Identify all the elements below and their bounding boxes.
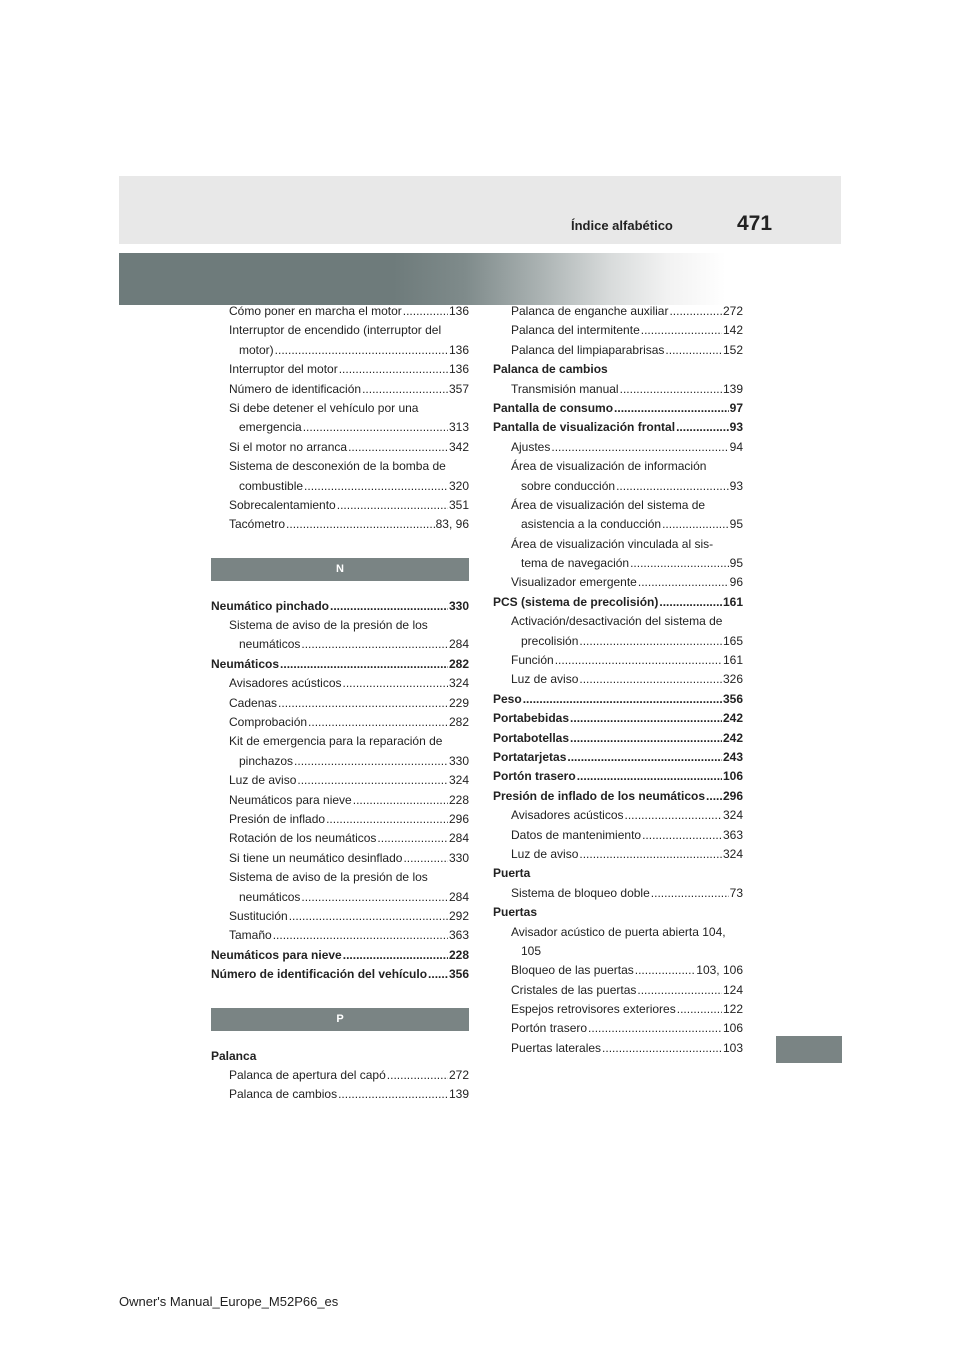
page-section-title: Índice alfabético bbox=[571, 218, 673, 233]
leader-dots bbox=[641, 321, 722, 340]
index-entry bbox=[493, 535, 743, 554]
index-entry-text: Avisador acústico de puerta abierta 104, bbox=[511, 924, 726, 939]
index-entry bbox=[493, 670, 743, 689]
index-entry-page: 106 bbox=[722, 1021, 743, 1036]
index-entry-page: 161 bbox=[722, 594, 743, 609]
index-entry-text: sobre conducción bbox=[521, 478, 616, 493]
index-entry bbox=[493, 690, 743, 709]
index-entry-page: 103, 106 bbox=[696, 963, 743, 978]
index-entry-page: 106 bbox=[722, 769, 743, 784]
index-entry bbox=[493, 399, 743, 418]
index-entry-text: Portabotellas bbox=[493, 730, 570, 745]
index-entry bbox=[211, 1085, 469, 1104]
index-entry-text: tema de navegación bbox=[521, 556, 630, 571]
leader-dots bbox=[676, 418, 729, 437]
index-entry-text: Portón trasero bbox=[511, 1021, 588, 1036]
index-entry bbox=[493, 845, 743, 864]
index-entry bbox=[493, 612, 743, 631]
index-entry bbox=[211, 694, 469, 713]
leader-dots bbox=[579, 845, 722, 864]
leader-dots bbox=[326, 810, 448, 829]
index-entry-page: 284 bbox=[448, 637, 469, 652]
index-entry-text: Neumáticos bbox=[211, 656, 280, 671]
index-entry-page: 324 bbox=[448, 676, 469, 691]
leader-dots bbox=[555, 651, 722, 670]
index-entry-text: Pantalla de visualización frontal bbox=[493, 420, 676, 435]
header-box bbox=[119, 176, 841, 244]
index-entry-text: Interruptor del motor bbox=[229, 362, 338, 377]
index-entry-text: asistencia a la conducción bbox=[521, 517, 662, 532]
index-entry bbox=[493, 302, 743, 321]
index-entry bbox=[493, 1019, 743, 1038]
index-entry-page: 228 bbox=[448, 792, 469, 807]
index-entry-page: 152 bbox=[722, 342, 743, 357]
leader-dots bbox=[337, 496, 448, 515]
index-entry-page: 161 bbox=[722, 653, 743, 668]
index-entry bbox=[493, 826, 743, 845]
leader-dots bbox=[570, 729, 722, 748]
index-entry bbox=[493, 418, 743, 437]
leader-dots bbox=[567, 748, 722, 767]
index-entry-text: Presión de inflado bbox=[229, 811, 326, 826]
index-entry-page: 351 bbox=[448, 497, 469, 512]
page-number: 471 bbox=[737, 212, 773, 235]
leader-dots bbox=[706, 787, 722, 806]
leader-dots bbox=[294, 752, 448, 771]
leader-dots bbox=[301, 888, 448, 907]
index-entry-page: 96 bbox=[729, 575, 743, 590]
leader-dots bbox=[638, 573, 729, 592]
index-entry bbox=[493, 438, 743, 457]
index-entry-page: 243 bbox=[722, 749, 743, 764]
index-entry-text: Comprobación bbox=[229, 715, 308, 730]
index-column-right bbox=[493, 302, 743, 1058]
index-entry-text: Sistema de bloqueo doble bbox=[511, 885, 650, 900]
index-entry-text: Sobrecalentamiento bbox=[229, 497, 336, 512]
index-entry bbox=[493, 573, 743, 592]
index-entry-text: Neumático pinchado bbox=[211, 598, 330, 613]
index-entry bbox=[493, 709, 743, 728]
index-entry-text: Portabebidas bbox=[493, 711, 570, 726]
index-entry bbox=[493, 806, 743, 825]
index-entry bbox=[493, 923, 743, 942]
index-entry-text: Sistema de desconexión de la bomba de bbox=[229, 459, 446, 474]
index-entry-text: Palanca bbox=[211, 1048, 257, 1063]
index-entry-text: Activación/desactivación del sistema de bbox=[511, 614, 723, 629]
index-entry-text: Datos de mantenimiento bbox=[511, 827, 642, 842]
index-entry-text: Interruptor de encendido (interruptor del bbox=[229, 323, 442, 338]
index-entry-page: 282 bbox=[448, 715, 469, 730]
index-entry-page: 139 bbox=[448, 1087, 469, 1102]
index-entry-text: Si debe detener el vehículo por una bbox=[229, 400, 419, 415]
index-entry-page: 357 bbox=[448, 381, 469, 396]
index-entry bbox=[211, 302, 469, 321]
index-entry bbox=[493, 884, 743, 903]
index-entry-page: 324 bbox=[448, 773, 469, 788]
index-entry-page: 324 bbox=[722, 808, 743, 823]
leader-dots bbox=[616, 477, 729, 496]
index-entry-text: Presión de inflado de los neumáticos bbox=[493, 788, 706, 803]
index-entry-text: combustible bbox=[239, 478, 304, 493]
leader-dots bbox=[308, 713, 448, 732]
index-entry bbox=[211, 597, 469, 616]
index-group-left-1 bbox=[211, 302, 469, 535]
index-entry-text: neumáticos bbox=[239, 637, 301, 652]
index-entry bbox=[493, 360, 743, 379]
index-entry bbox=[493, 457, 743, 476]
index-entry-text: Palanca de apertura del capó bbox=[229, 1067, 386, 1082]
index-entry-page: 229 bbox=[448, 695, 469, 710]
index-entry-text: Palanca del limpiaparabrisas bbox=[511, 342, 665, 357]
index-entry-page: 282 bbox=[448, 656, 469, 671]
index-entry-text: Luz de aviso bbox=[511, 846, 579, 861]
index-entry-text: Cómo poner en marcha el motor bbox=[229, 304, 402, 318]
index-entry-text: Número de identificación del vehículo bbox=[211, 967, 428, 982]
index-entry-text: pinchazos bbox=[239, 753, 294, 768]
index-entry bbox=[211, 418, 469, 437]
index-entry bbox=[493, 942, 743, 961]
index-entry bbox=[493, 321, 743, 340]
leader-dots bbox=[273, 926, 448, 945]
index-entry bbox=[211, 829, 469, 848]
index-entry-page: 284 bbox=[448, 889, 469, 904]
index-entry-page: 284 bbox=[448, 831, 469, 846]
index-entry-text: Palanca de enganche auxiliar bbox=[511, 304, 669, 318]
leader-dots bbox=[662, 515, 729, 534]
index-entry-text: Cristales de las puertas bbox=[511, 982, 637, 997]
index-entry-page: 292 bbox=[448, 908, 469, 923]
index-entry-text: Área de visualización del sistema de bbox=[511, 497, 706, 512]
index-entry bbox=[211, 713, 469, 732]
index-entry-text: Kit de emergencia para la reparación de bbox=[229, 734, 443, 749]
index-entry-page: 228 bbox=[448, 947, 469, 962]
index-entry bbox=[211, 380, 469, 399]
index-entry-text: neumáticos bbox=[239, 889, 301, 904]
index-entry bbox=[211, 438, 469, 457]
index-entry bbox=[211, 655, 469, 674]
index-entry bbox=[493, 1000, 743, 1019]
index-group-right bbox=[493, 302, 743, 1058]
leader-dots bbox=[637, 981, 722, 1000]
leader-dots bbox=[301, 635, 448, 654]
index-entry-text: Sustitución bbox=[229, 908, 288, 923]
leader-dots bbox=[377, 829, 448, 848]
index-entry-page: 83, 96 bbox=[435, 517, 469, 532]
index-entry-page: 136 bbox=[448, 362, 469, 377]
index-entry-text: Área de visualización vinculada al sis- bbox=[511, 536, 714, 551]
index-entry-text: Cadenas bbox=[229, 695, 278, 710]
index-entry-text: Puertas laterales bbox=[511, 1040, 602, 1055]
index-entry bbox=[493, 380, 743, 399]
leader-dots bbox=[677, 1000, 722, 1019]
index-entry-text: PCS (sistema de precolisión) bbox=[493, 594, 659, 609]
index-entry-text: Tacómetro bbox=[229, 517, 286, 532]
index-entry bbox=[211, 965, 469, 984]
index-entry-page: 326 bbox=[722, 672, 743, 687]
leader-dots bbox=[570, 709, 722, 728]
index-entry bbox=[493, 864, 743, 883]
leader-dots bbox=[602, 1039, 722, 1058]
index-entry-text: Avisadores acústicos bbox=[229, 676, 342, 691]
index-entry-page: 97 bbox=[729, 400, 743, 415]
index-entry-page: 320 bbox=[448, 478, 469, 493]
index-entry-page: 136 bbox=[448, 342, 469, 357]
index-entry bbox=[211, 341, 469, 360]
index-entry-page: 330 bbox=[448, 753, 469, 768]
index-entry bbox=[493, 903, 743, 922]
index-entry bbox=[211, 457, 469, 476]
index-entry bbox=[211, 635, 469, 654]
index-entry-page: 95 bbox=[729, 517, 743, 532]
leader-dots bbox=[339, 360, 448, 379]
index-entry bbox=[493, 477, 743, 496]
index-entry bbox=[493, 496, 743, 515]
leader-dots bbox=[303, 418, 448, 437]
index-entry bbox=[211, 732, 469, 751]
index-entry-text: Palanca de cambios bbox=[493, 362, 608, 377]
index-entry bbox=[493, 1039, 743, 1058]
index-entry-text: Tamaño bbox=[229, 928, 272, 943]
index-entry bbox=[493, 593, 743, 612]
leader-dots bbox=[588, 1019, 722, 1038]
index-entry bbox=[211, 360, 469, 379]
index-entry-text: Número de identificación bbox=[229, 381, 362, 396]
leader-dots bbox=[614, 399, 729, 418]
index-entry bbox=[211, 771, 469, 790]
index-entry-text: motor) bbox=[239, 342, 274, 357]
leader-dots bbox=[304, 477, 448, 496]
index-entry-page: 272 bbox=[448, 1067, 469, 1082]
index-entry-page: 242 bbox=[722, 711, 743, 726]
index-entry-text: Avisadores acústicos bbox=[511, 808, 624, 823]
index-entry-text: Sistema de aviso de la presión de los bbox=[229, 618, 428, 633]
index-entry-page: 142 bbox=[722, 323, 743, 338]
leader-dots bbox=[353, 791, 448, 810]
index-entry bbox=[493, 632, 743, 651]
leader-dots bbox=[403, 302, 448, 321]
index-entry-page: 122 bbox=[722, 1002, 743, 1017]
index-entry-page: 330 bbox=[448, 598, 469, 613]
index-group-left-3 bbox=[211, 1047, 469, 1105]
leader-dots bbox=[338, 1085, 448, 1104]
index-entry-text: Portón trasero bbox=[493, 769, 576, 784]
index-entry-page: 363 bbox=[448, 928, 469, 943]
index-entry-page: 296 bbox=[722, 788, 743, 803]
index-entry-page: 313 bbox=[448, 420, 469, 435]
index-entry-page: 330 bbox=[448, 850, 469, 865]
index-entry-text: Bloqueo de las puertas bbox=[511, 963, 634, 978]
leader-dots bbox=[523, 690, 722, 709]
index-entry-page: 165 bbox=[722, 633, 743, 648]
leader-dots bbox=[403, 849, 448, 868]
index-entry-text: Función bbox=[511, 653, 554, 668]
leader-dots bbox=[579, 632, 722, 651]
index-entry bbox=[493, 651, 743, 670]
leader-dots bbox=[387, 1066, 448, 1085]
index-entry bbox=[493, 961, 743, 980]
index-entry-page: 356 bbox=[722, 691, 743, 706]
leader-dots bbox=[651, 884, 729, 903]
leader-dots bbox=[659, 593, 722, 612]
index-entry bbox=[211, 674, 469, 693]
index-entry-page: 103 bbox=[722, 1040, 743, 1055]
leader-dots bbox=[635, 961, 696, 980]
index-entry-text: Neumáticos para nieve bbox=[211, 947, 342, 962]
index-entry-page: 136 bbox=[448, 304, 469, 318]
index-entry-text: Pantalla de consumo bbox=[493, 400, 614, 415]
index-entry bbox=[211, 477, 469, 496]
leader-dots bbox=[343, 674, 448, 693]
index-entry-text: Palanca del intermitente bbox=[511, 323, 640, 338]
index-entry bbox=[211, 752, 469, 771]
leader-dots bbox=[348, 438, 448, 457]
index-group-left-2 bbox=[211, 597, 469, 985]
index-entry-text: Peso bbox=[493, 691, 522, 706]
leader-dots bbox=[625, 806, 722, 825]
index-entry-text: 105 bbox=[521, 943, 542, 958]
index-entry bbox=[493, 341, 743, 360]
index-entry bbox=[211, 810, 469, 829]
index-entry-text: Visualizador emergente bbox=[511, 575, 637, 590]
index-entry-text: Neumáticos para nieve bbox=[229, 792, 352, 807]
index-entry bbox=[211, 868, 469, 887]
leader-dots bbox=[551, 438, 728, 457]
leader-dots bbox=[280, 655, 448, 674]
header-band bbox=[119, 253, 841, 305]
index-entry-text: Luz de aviso bbox=[229, 773, 297, 788]
index-entry-text: Sistema de aviso de la presión de los bbox=[229, 870, 428, 885]
index-entry bbox=[211, 321, 469, 340]
index-entry-text: Palanca de cambios bbox=[229, 1087, 338, 1102]
leader-dots bbox=[286, 515, 435, 534]
side-thumb-tab bbox=[776, 1036, 842, 1063]
index-entry bbox=[211, 907, 469, 926]
section-header-n: N bbox=[211, 558, 469, 581]
index-entry-text: Transmisión manual bbox=[511, 381, 619, 396]
index-entry bbox=[493, 729, 743, 748]
footer-text: Owner's Manual_Europe_M52P66_es bbox=[119, 1294, 339, 1309]
index-entry bbox=[493, 981, 743, 1000]
index-entry-text: Portatarjetas bbox=[493, 749, 567, 764]
index-entry bbox=[211, 515, 469, 534]
index-entry-page: 139 bbox=[722, 381, 743, 396]
index-entry-page: 296 bbox=[448, 811, 469, 826]
index-entry-text: Puerta bbox=[493, 866, 531, 881]
index-entry-page: 272 bbox=[722, 304, 743, 318]
leader-dots bbox=[428, 965, 448, 984]
index-entry-text: Si tiene un neumático desinflado bbox=[229, 850, 403, 865]
index-entry bbox=[211, 888, 469, 907]
leader-dots bbox=[665, 341, 722, 360]
index-entry-page: 356 bbox=[448, 967, 469, 982]
index-entry-page: 124 bbox=[722, 982, 743, 997]
index-entry-page: 342 bbox=[448, 439, 469, 454]
index-entry bbox=[493, 787, 743, 806]
leader-dots bbox=[362, 380, 448, 399]
index-entry-page: 94 bbox=[729, 439, 743, 454]
leader-dots bbox=[297, 771, 448, 790]
index-entry-text: Ajustes bbox=[511, 439, 551, 454]
leader-dots bbox=[330, 597, 448, 616]
index-entry bbox=[211, 1066, 469, 1085]
leader-dots bbox=[630, 554, 729, 573]
index-entry bbox=[493, 554, 743, 573]
index-entry bbox=[493, 748, 743, 767]
index-entry-text: Si el motor no arranca bbox=[229, 439, 348, 454]
leader-dots bbox=[642, 826, 722, 845]
leader-dots bbox=[289, 907, 448, 926]
leader-dots bbox=[343, 946, 448, 965]
index-entry-text: precolisión bbox=[521, 633, 579, 648]
leader-dots bbox=[669, 302, 722, 321]
index-entry bbox=[211, 926, 469, 945]
index-entry-text: Espejos retrovisores exteriores bbox=[511, 1002, 676, 1017]
index-entry-text: Área de visualización de información bbox=[511, 459, 707, 474]
leader-dots bbox=[579, 670, 722, 689]
index-entry-page: 363 bbox=[722, 827, 743, 842]
index-entry-page: 242 bbox=[722, 730, 743, 745]
index-column-left bbox=[211, 302, 469, 1105]
leader-dots bbox=[275, 341, 448, 360]
index-entry-text: emergencia bbox=[239, 420, 302, 435]
index-entry bbox=[211, 616, 469, 635]
index-entry bbox=[211, 1047, 469, 1066]
index-entry-page: 95 bbox=[729, 556, 743, 571]
index-entry bbox=[211, 791, 469, 810]
index-entry bbox=[211, 946, 469, 965]
leader-dots bbox=[577, 767, 722, 786]
index-entry bbox=[493, 515, 743, 534]
index-entry-text: Puertas bbox=[493, 905, 538, 920]
index-entry-page: 93 bbox=[729, 420, 743, 435]
index-entry-text: Rotación de los neumáticos bbox=[229, 831, 377, 846]
index-entry-text: Luz de aviso bbox=[511, 672, 579, 687]
leader-dots bbox=[278, 694, 448, 713]
index-entry bbox=[493, 767, 743, 786]
index-entry-page: 73 bbox=[729, 885, 743, 900]
index-entry bbox=[211, 849, 469, 868]
section-header-p: P bbox=[211, 1008, 469, 1031]
index-entry-page: 324 bbox=[722, 846, 743, 861]
index-entry bbox=[211, 496, 469, 515]
index-entry-page: 93 bbox=[729, 478, 743, 493]
leader-dots bbox=[620, 380, 722, 399]
index-entry bbox=[211, 399, 469, 418]
